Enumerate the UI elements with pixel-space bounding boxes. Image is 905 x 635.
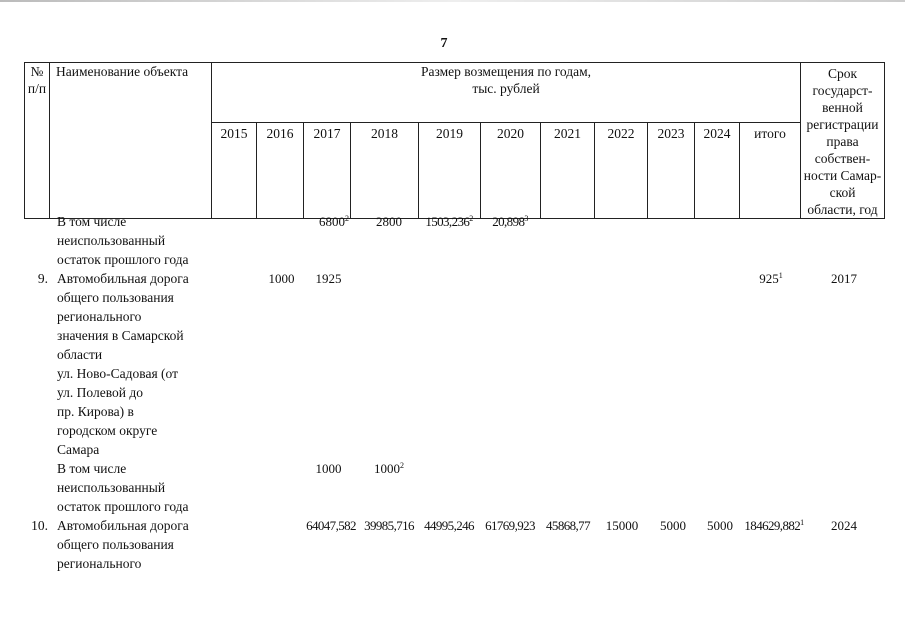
header-name: Наименование объекта — [56, 64, 189, 79]
year-total: итого — [740, 122, 801, 218]
header-num: № п/п — [27, 64, 47, 96]
row3-name-line: В том числе — [57, 461, 127, 476]
header-amount-line1: Размер возмещения по годам, — [420, 64, 592, 79]
row1-2018: 2800 — [376, 214, 402, 229]
header-srok-cell — [801, 63, 885, 219]
row4-2018: 39985,716 — [364, 518, 414, 533]
row4-number: 10. — [31, 518, 48, 533]
srok-line: ской — [829, 185, 856, 200]
scan-edge — [0, 0, 905, 2]
row4-2021: 45868,77 — [546, 518, 590, 533]
row4-2017: 64047,582 — [306, 518, 356, 533]
row1-name-line: остаток прошлого года — [57, 252, 189, 267]
header-name-cell — [50, 63, 212, 219]
table-header — [24, 62, 885, 219]
srok-line: собствен- — [814, 151, 871, 166]
srok-line: области, год — [807, 202, 878, 217]
row1-name-line: В том числе — [57, 214, 127, 229]
year-2022: 2022 — [595, 122, 648, 218]
row1-2017: 6800$^2$ — [319, 214, 349, 229]
row2-name-line: пр. Кирова) в — [57, 404, 134, 419]
header-amount-line2: тыс. рублей — [472, 81, 540, 96]
row1-2019: 1503,236$^2$ — [425, 214, 473, 229]
year-2020: 2020 — [481, 122, 541, 218]
year-2019: 2019 — [419, 122, 481, 218]
row4-2022: 15000 — [605, 518, 639, 533]
header-amount-cell — [212, 63, 801, 123]
year-2024: 2024 — [695, 122, 740, 218]
row4-name-line: общего пользования — [57, 537, 174, 552]
row2-name-line: общего пользования — [57, 290, 174, 305]
page-number: 7 — [440, 36, 448, 51]
row2-number: 9. — [37, 271, 48, 286]
row3-2017: 1000 — [315, 461, 342, 476]
row2-name-line: ул. Ново-Садовая (от — [57, 366, 179, 381]
srok-line: государст- — [812, 83, 873, 98]
row2-name-line: значения в Самарской — [57, 328, 184, 343]
year-2016: 2016 — [257, 122, 304, 218]
row2-total: $925^1$ — [759, 271, 783, 286]
row2-2016: 1000 — [268, 271, 295, 286]
srok-line: Срок — [827, 66, 858, 81]
row3-name-line: неиспользованный — [57, 480, 166, 495]
header-num-cell — [25, 63, 50, 219]
year-2021: 2021 — [541, 122, 595, 218]
row2-2017: 1925 — [315, 271, 342, 286]
year-2023: 2023 — [648, 122, 695, 218]
row2-name-line: городском округе — [57, 423, 158, 438]
srok-line: регистрации — [806, 117, 879, 132]
row4-srok: 2024 — [831, 518, 857, 533]
row2-name-line: ул. Полевой до — [57, 385, 143, 400]
row2-name-line: Самара — [57, 442, 100, 457]
row1-name-line: неиспользованный — [57, 233, 166, 248]
row4-2023: 5000 — [660, 518, 686, 533]
year-2015: 2015 — [212, 122, 257, 218]
srok-line: ности Самар- — [803, 168, 882, 183]
year-2018: 2018 — [351, 122, 419, 218]
row2-srok: 2017 — [831, 271, 857, 286]
row2-name-line: регионального — [57, 309, 142, 324]
row3-name-line: остаток прошлого года — [57, 499, 189, 514]
row2-name-line: области — [57, 347, 103, 362]
row4-2024: 5000 — [707, 518, 733, 533]
row3-2018: 1000$^2$ — [374, 461, 404, 476]
year-2017: 2017 — [304, 122, 351, 218]
row2-name-line: Автомобильная дорога — [57, 271, 189, 286]
row4-total: 184629,882$^1$ — [744, 518, 804, 533]
row4-2019: 44995,246 — [424, 518, 474, 533]
row4-name-line: Автомобильная дорога — [57, 518, 189, 533]
row1-2020: 20,898$^3$ — [492, 214, 528, 229]
row4-2020: 61769,923 — [485, 518, 535, 533]
row4-name-line: регионального — [57, 556, 142, 571]
srok-line: права — [826, 134, 859, 149]
srok-line: венной — [822, 100, 863, 115]
